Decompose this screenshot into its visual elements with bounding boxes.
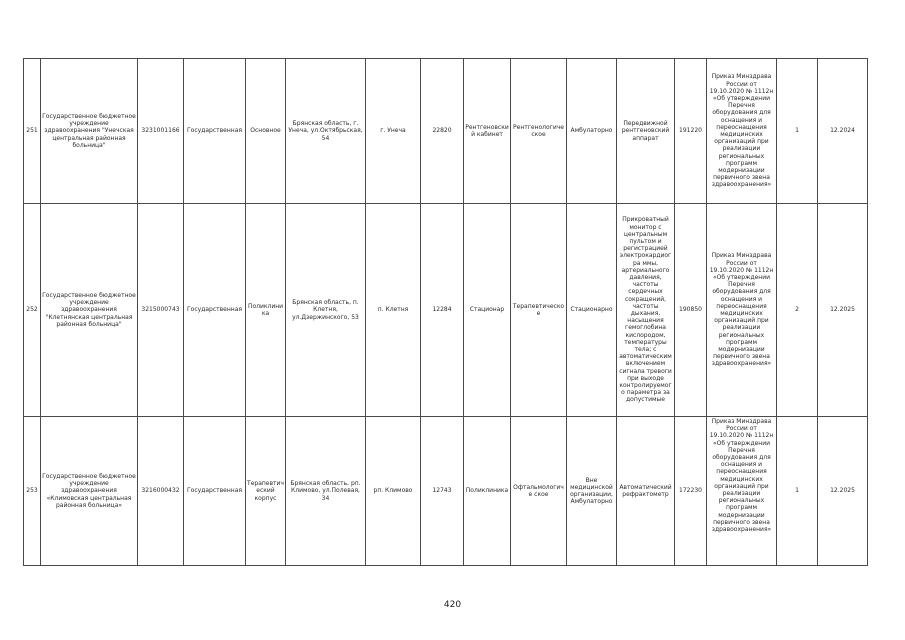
table-row (24, 204, 868, 417)
locality-index: 22820 (421, 59, 464, 204)
building-kind: Основное (246, 59, 286, 204)
page-number: 420 (443, 600, 462, 610)
table-row (24, 417, 868, 566)
equipment-table (23, 58, 868, 566)
locality-index: 12743 (421, 417, 464, 566)
department: Рентгеновский кабинет (464, 59, 511, 204)
row-number: 251 (24, 59, 41, 204)
care-condition: Вне медицинской организации, Амбулаторно (567, 417, 617, 566)
medical-profile: Офтальмологиче ское (511, 417, 567, 566)
building-kind: Терапевтический корпус (246, 417, 286, 566)
table-row (24, 59, 868, 204)
address: Брянская область, г. Унеча, ул.Октябрьская, 54 (286, 59, 366, 204)
organization-name: Государственное бюджетное учреждение здравоохранения "Унечская центральная районная больница" (41, 59, 138, 204)
row-number: 253 (24, 417, 41, 566)
regulation-order: Приказ Минздрава России от 19.10.2020 № 1112н «Об утверждении Перечня оборудования для оснащения и переоснащения медицинских организаций при реализации региональных программ модернизации первичного звена здравоохранения» (707, 417, 777, 566)
equipment-name: Прикроватный монитор с центральным пультом и регистрацией электрокардиогра ммы, артериального давления, частоты сердечных сокращений, частоты дыхания, насыщения гемоглобина кислородом, температуры тела; с автоматическим включением сигнала тревоги при выходе контролируемого параметра за допустимые (619, 216, 672, 404)
department: Поликлиника (464, 417, 511, 566)
ownership-form: Государственная (184, 417, 246, 566)
organization-name: Государственное бюджетное учреждение здравоохранения «Климовская центральная районная больница» (41, 417, 138, 566)
organization-name: Государственное бюджетное учреждение здравоохранения "Клетнянская центральная районная больница" (41, 204, 138, 417)
organization-code: 3231001166 (138, 59, 184, 204)
quantity: 2 (777, 204, 818, 417)
regulation-order: Приказ Минздрава России от 19.10.2020 № 1112н «Об утверждении Перечня оборудования для оснащения и переоснащения медицинских организаций при реализации региональных программ модернизации первичного звена здравоохранения» (707, 204, 777, 417)
organization-code: 3215000743 (138, 204, 184, 417)
equipment-code: 191220 (675, 59, 707, 204)
locality: п. Клетня (366, 204, 421, 417)
building-kind: Поликлиника (246, 204, 286, 417)
locality: г. Унеча (366, 59, 421, 204)
ownership-form: Государственная (184, 59, 246, 204)
care-condition: Амбулаторно (567, 59, 617, 204)
care-condition: Стационарно (567, 204, 617, 417)
medical-profile: Рентгенологиче ское (511, 59, 567, 204)
equipment-code: 172230 (675, 417, 707, 566)
address: Брянская область, п. Клетня, ул.Дзержинского, 53 (286, 204, 366, 417)
locality: рп. Климово (366, 417, 421, 566)
deadline-date: 12.2025 (818, 417, 868, 566)
deadline-date: 12.2024 (818, 59, 868, 204)
locality-index: 12284 (421, 204, 464, 417)
equipment-name: Автоматический рефрактометр (617, 417, 675, 566)
organization-code: 3216000432 (138, 417, 184, 566)
medical-profile: Терапевтическое (511, 204, 567, 417)
quantity: 1 (777, 417, 818, 566)
deadline-date: 12.2025 (818, 204, 868, 417)
quantity: 1 (777, 59, 818, 204)
equipment-name-cell (617, 204, 675, 417)
address: Брянская область, рп. Климово, ул.Полевая, 34 (286, 417, 366, 566)
row-number: 252 (24, 204, 41, 417)
equipment-code: 190850 (675, 204, 707, 417)
equipment-name: Передвижной рентгеновский аппарат (617, 59, 675, 204)
department: Стационар (464, 204, 511, 417)
ownership-form: Государственная (184, 204, 246, 417)
regulation-order: Приказ Минздрава России от 19.10.2020 № 1112н «Об утверждении Перечня оборудования для оснащения и переоснащения медицинских организаций при реализации региональных программ модернизации первичного звена здравоохранения» (707, 59, 777, 204)
